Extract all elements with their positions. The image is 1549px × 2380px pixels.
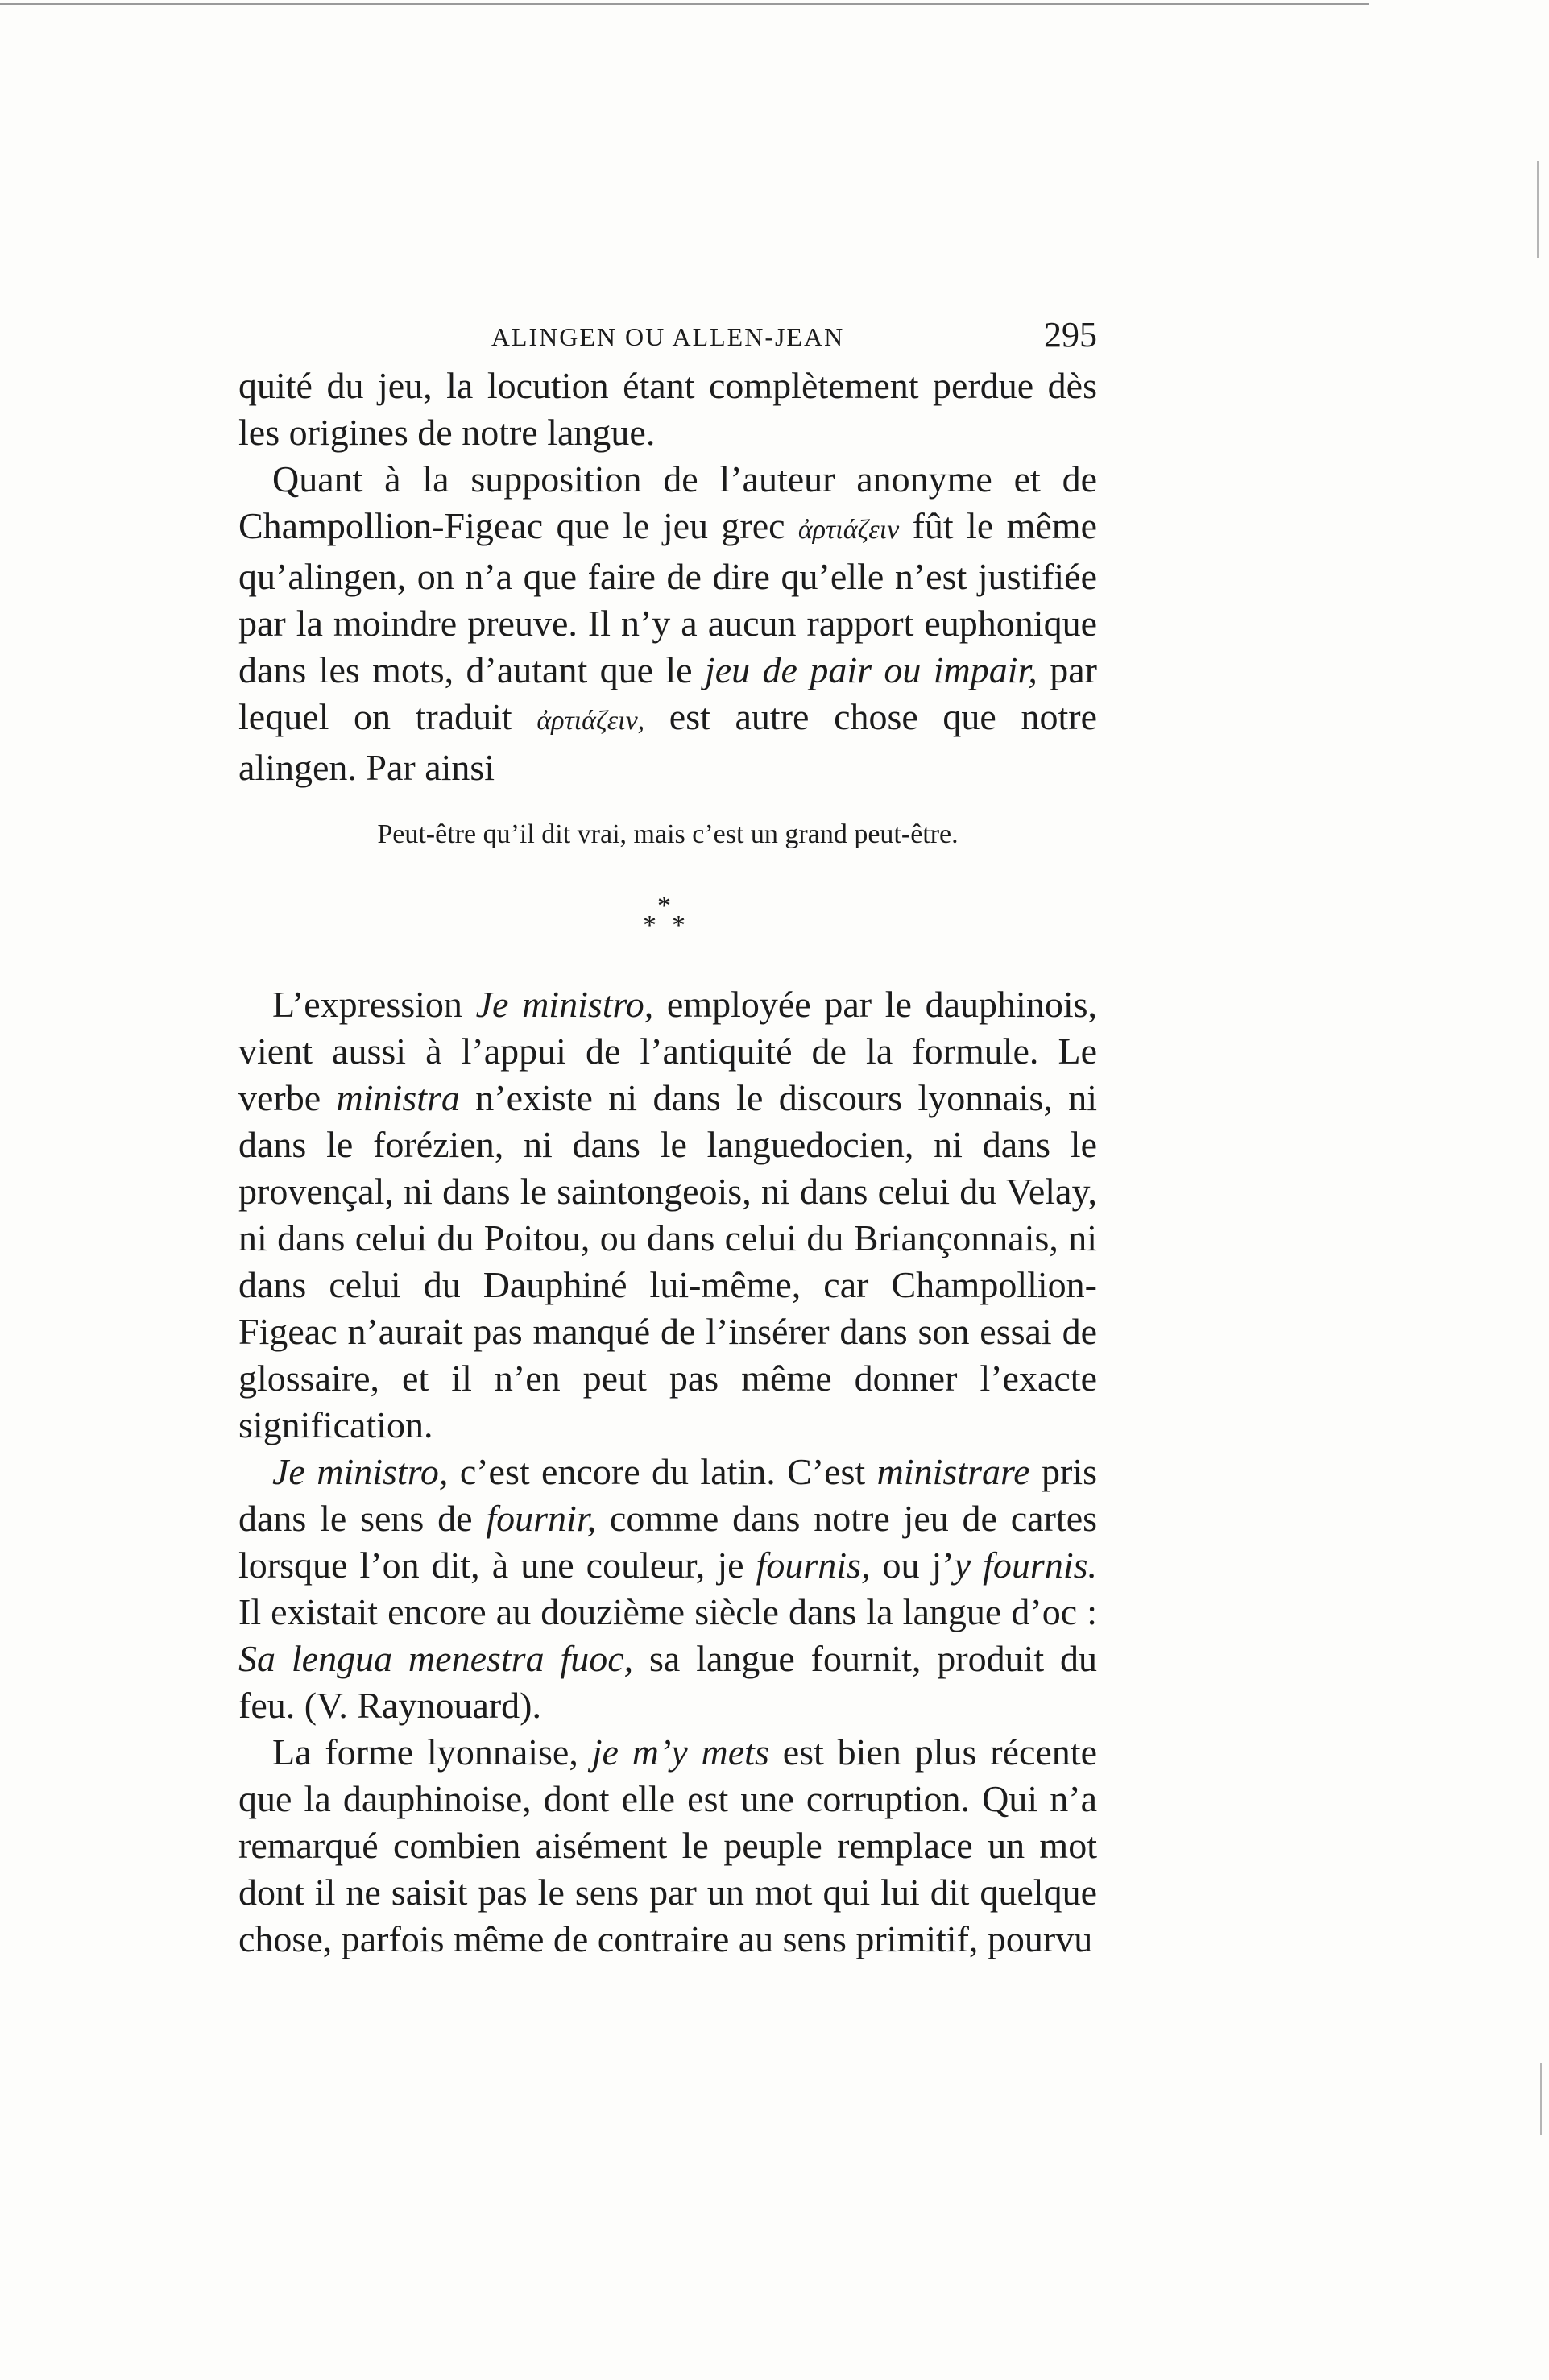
asterism bbox=[238, 883, 1097, 939]
body-text bbox=[238, 363, 1097, 1963]
asterism-star: * bbox=[672, 910, 685, 940]
quotation: Peut-être qu’il dit vrai, mais c’est un grand peut-être. bbox=[377, 819, 959, 849]
text-run: est bien plus récente que la dauphinoise, dont elle est une corruption. Qui n’a remarqué combien aisément le peuple remplace un mot dont il ne saisit pas le sens par un mot qui lui dit quelque chose, parfois même de contraire au sens primitif, pourvu bbox=[238, 1731, 1097, 1959]
paragraph bbox=[238, 456, 1097, 791]
italic-phrase: jeu de pair ou impair, bbox=[704, 649, 1037, 690]
book-page bbox=[238, 314, 1097, 1963]
text-run: employée par le dauphinois, vient aussi à l’appui de l’antiquité de la formule. Le verbe bbox=[238, 984, 1097, 1118]
italic-phrase: y fournis. bbox=[954, 1545, 1098, 1586]
page-number: 295 bbox=[1044, 315, 1097, 355]
scan-edge-mark bbox=[1537, 161, 1539, 258]
text-run: pris dans le sens de bbox=[238, 1451, 1097, 1539]
text-run: fût le même qu’alingen, on n’a que faire de dire qu’elle n’est justifiée par la moindre preuve. Il n’y a aucun rapport euphonique dans les mots, d’autant que le bbox=[238, 505, 1097, 690]
text-run: quité du jeu, la locution étant complètement perdue dès les origines de notre langue. bbox=[238, 365, 1097, 453]
text-run: c’est encore du latin. C’est bbox=[448, 1451, 877, 1492]
text-run: sa langue fournit, produit du feu. (V. Raynouard). bbox=[238, 1638, 1097, 1726]
text-run: n’existe ni dans le discours lyonnais, ni dans le forézien, ni dans le languedocien, ni dans le provençal, ni dans le saintongeois, ni dans celui du Velay, ni dans celui du Poitou, ou dans celui du Briançonnais, ni dans celui du Dauphiné lui-même, car Champollion-Figeac n’aurait pas manqué de l’insérer dans son essai de glossaire, et il n’en peut pas même donner l’exacte signification. bbox=[238, 1077, 1098, 1445]
italic-phrase: Sa lengua menestra fuoc, bbox=[238, 1638, 634, 1679]
text-run: Il existait encore au douzième siècle dans la langue d’oc : bbox=[238, 1591, 1097, 1632]
text-run: Quant à la supposition de l’auteur anonyme et de Champollion-Figeac que le jeu grec bbox=[238, 458, 1097, 546]
italic-phrase: je m’y mets bbox=[591, 1731, 769, 1773]
italic-phrase: Je ministro, bbox=[272, 1451, 449, 1492]
running-head bbox=[238, 314, 1097, 363]
italic-phrase: ministra bbox=[336, 1077, 460, 1118]
italic-phrase: fournis, bbox=[756, 1545, 871, 1586]
scan-edge-mark bbox=[1540, 2063, 1542, 2135]
paragraph bbox=[238, 981, 1097, 1449]
asterism-star: * bbox=[643, 910, 656, 940]
text-run: comme dans notre jeu de cartes lorsque l’on dit, à une couleur, je bbox=[238, 1498, 1098, 1586]
asterism-star: * bbox=[657, 891, 671, 921]
text-run: par lequel on traduit bbox=[238, 649, 1097, 737]
paragraph bbox=[238, 363, 1097, 456]
paragraph bbox=[238, 1729, 1097, 1963]
italic-phrase: fournir, bbox=[486, 1498, 597, 1539]
greek-word: ἀρτιάζειν bbox=[797, 515, 900, 545]
italic-phrase: ministrare bbox=[876, 1451, 1030, 1492]
italic-phrase: Je ministro, bbox=[475, 984, 654, 1025]
text-run: L’expression bbox=[272, 984, 476, 1025]
greek-word: ἀρτιάζειν, bbox=[536, 706, 645, 736]
text-run: est autre chose que notre alingen. Par ainsi bbox=[238, 696, 1097, 788]
text-run: ou j’ bbox=[870, 1545, 955, 1586]
text-run: La forme lyonnaise, bbox=[272, 1731, 592, 1773]
scan-top-edge bbox=[0, 3, 1369, 5]
running-title: ALINGEN OU ALLEN-JEAN bbox=[491, 322, 845, 351]
paragraph bbox=[238, 1449, 1097, 1729]
